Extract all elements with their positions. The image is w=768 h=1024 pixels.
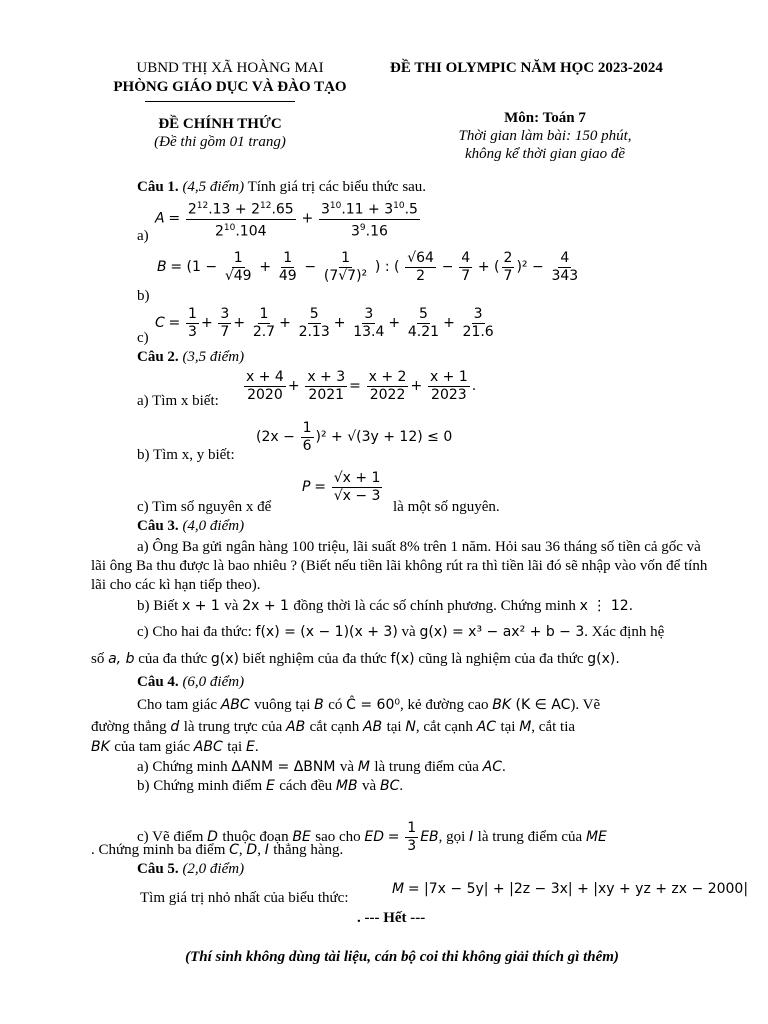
q2-c-expression: P = $\frac{√x + 1}{√x - 3}$: [302, 470, 381, 504]
time-limit: Thời gian làm bài: 150 phút,: [458, 128, 632, 144]
q3-b-text: b) Biết x + 1 và 2x + 1 đồng thời là các số chính phương. Chứng minh x ⋮ 12.: [137, 598, 634, 614]
q4-line1: Cho tam giác ABC vuông tại B có Ĉ = 60⁰, kẻ đường cao BK (K ∈ AC). Vẽ: [137, 697, 601, 713]
q4-c-line1: c) Vẽ điểm D thuộc đoạn BE sao cho ED = $\frac{1}{3}$ EB, gọi I là trung điểm của ME: [137, 820, 607, 854]
q2-a-equation: $\frac{x + 4}{2020}$ + $\frac{x + 3}{2021}$ = $\frac{x + 2}{2022}$ + $\frac{x + 1}{2023}$ .: [246, 369, 477, 403]
q2-b-inequality: (2x − $\frac{1}{6}$ )² + √(3y + 12) ≤ 0: [256, 420, 453, 454]
exam-title: ĐỀ THI OLYMPIC NĂM HỌC 2023-2024: [390, 60, 663, 76]
header-divider: [145, 101, 295, 102]
q2-a-text: a) Tìm x biết:: [137, 393, 219, 409]
q4-a: a) Chứng minh ΔANM = ΔBNM và M là trung điểm của AC.: [137, 759, 506, 775]
q4-line3: BK của tam giác ABC tại E.: [91, 739, 259, 755]
header-department: UBND THỊ XÃ HOÀNG MAI: [136, 60, 324, 76]
q1-a-label: a): [137, 228, 149, 244]
footer-note: (Thí sinh không dùng tài liệu, cán bộ coi thi không giải thích gì thêm): [185, 949, 619, 965]
page-count: (Đề thi gồm 01 trang): [154, 134, 286, 150]
q1-b-formula: B = (1 − $\frac{1}{√49}$ + $\frac{1}{49}$ − $\frac{1}{\text{(7√7)²}}$ ) : ( $\frac{√64}{2}$ − $\frac{4}{7}$ + ( $\frac{2}{7}$ )² − $\frac{4}{343}$: [157, 250, 579, 284]
q2-c-end: là một số nguyên.: [393, 499, 500, 515]
subject: Môn: Toán 7: [504, 110, 586, 126]
time-note: không kể thời gian giao đề: [464, 146, 626, 162]
header-office: PHÒNG GIÁO DỤC VÀ ĐÀO TẠO: [113, 79, 347, 95]
q3-c-line1: c) Cho hai đa thức: f(x) = (x − 1)(x + 3) và g(x) = x³ − ax² + b − 3. Xác định hệ: [137, 624, 665, 640]
q1-c-formula: C = $\frac{1}{3}$ + $\frac{3}{7}$ + $\frac{1}{2.7}$ + $\frac{5}{2.13}$ + $\frac{3}{13.4}$ + $\frac{5}{4.21}$ + $\frac{3}{21.6}$: [155, 306, 494, 340]
q1-c-label: c): [137, 330, 149, 346]
question-3-heading: Câu 3. (4,0 điểm): [137, 518, 245, 534]
q5-expression: M = |7x − 5y| + |2z − 3x| + |xy + yz + zx − 2000|: [392, 881, 749, 897]
q1-a-formula: A = $\frac{2^{12}.13 + 2^{12}.65}{2^{10}.104}$ + $\frac{3^{10}.11 + 3^{10}.5}{3^9.16}$: [155, 198, 422, 240]
q4-c-line2: . Chứng minh ba điểm C, D, I thẳng hàng.: [91, 842, 344, 858]
question-5-heading: Câu 5. (2,0 điểm): [137, 861, 245, 877]
q5-text: Tìm giá trị nhỏ nhất của biểu thức:: [140, 890, 349, 906]
q3-c-line2: số a, b của đa thức g(x) biết nghiệm của đa thức f(x) cũng là nghiệm của đa thức g(x).: [91, 651, 620, 667]
official-label: ĐỀ CHÍNH THỨC: [158, 116, 282, 132]
q2-b-text: b) Tìm x, y biết:: [137, 447, 235, 463]
question-1-heading: Câu 1. (4,5 điểm) Tính giá trị các biểu thức sau.: [137, 179, 427, 195]
question-4-heading: Câu 4. (6,0 điểm): [137, 674, 245, 690]
q1-b-label: b): [137, 288, 150, 304]
q4-line2: đường thẳng d là trung trực của AB cắt cạnh AB tại N, cắt cạnh AC tại M, cắt tia: [91, 719, 576, 735]
q2-c-text: c) Tìm số nguyên x để: [137, 499, 272, 515]
question-2-heading: Câu 2. (3,5 điểm): [137, 349, 245, 365]
end-marker: . --- Hết ---: [357, 910, 426, 926]
q4-b: b) Chứng minh điểm E cách đều MB và BC.: [137, 778, 404, 794]
q3-a-text: a) Ông Ba gửi ngân hàng 100 triệu, lãi suất 8% trên 1 năm. Hỏi sau 36 tháng số tiền cả gốc và lãi ông Ba thu được là bao nhiêu ? (Biết nếu tiền lãi không rút ra thì tiền lãi đó sẽ nhập vào vốn để tính lãi cho các kì hạn tiếp theo).: [91, 539, 708, 593]
